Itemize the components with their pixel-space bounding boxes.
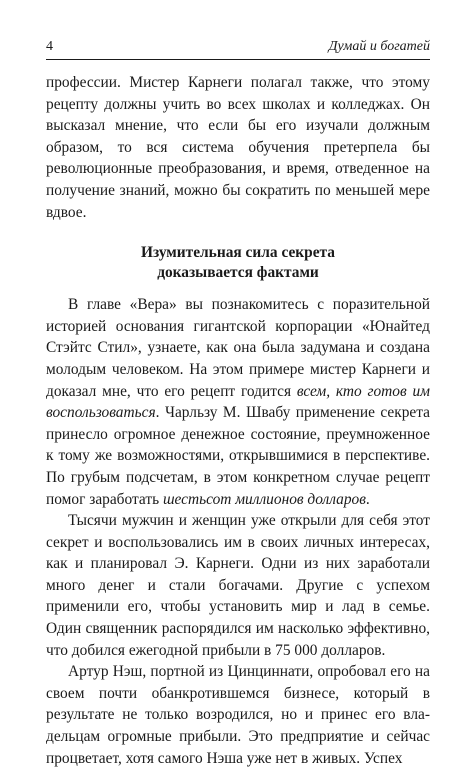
book-page <box>46 38 430 769</box>
paragraph-arthur-nash: Артур Нэш, портной из Цинциннати, опробовал его на своем почти обанкротившемся бизнесе, который в результате не только возродился, но и принес его владельцам огромные прибыли. Это предприятие и сейчас процветает, хотя самого Нэша уже нет в живых. Успех <box>46 663 430 767</box>
section-heading-line-2: доказывается фактами <box>157 264 319 282</box>
paragraph-vera-text-1: В главе «Вера» вы познакомитесь с поразительной историей основания гигантской корпорации «Юнайтед Стэйтс Стил», узнаете, как она была задумана и создана молодым человеком. На этом примере мистер Карнеги и доказал мне, что его рецепт годится <box>46 296 430 400</box>
running-head <box>46 38 430 60</box>
section-heading-line-1: Изумительная сила секрета <box>140 244 335 262</box>
page-body <box>46 72 430 769</box>
emphasis-six-hundred-million: шестьсот миллионов долларов <box>162 490 366 508</box>
paragraph-vera-text-2: . Чарльзу М. Швабу применение секрета принесло огромное денежное состояние, преумноженное к тому же возможностями, открывшимися в перспективе. По грубым подсчетам, в этом конкретном случае рецепт помог заработать <box>46 404 430 508</box>
paragraph-vera <box>46 294 430 510</box>
paragraph-vera-text-3: . <box>365 490 370 508</box>
paragraph-continued: профессии. Мистер Карнеги полагал также, что этому рецепту должны учить во всех школах и колледжах. Он высказал мнение, что если бы его изучали должным образом, то вся система обучения претерпела бы революционные преобразования, и время, отведенное на получение знаний, можно бы сократить по меньшей мере вдвое. <box>46 74 430 221</box>
paragraph-thousands: Тысячи мужчин и женщин уже открыли для себя этот секрет и воспользовались им в своих личных интересах, как и планировал Э. Карнеги. Одни из них заработали много денег и стали богачами. Другие с успехом применили его, чтобы установить мир и лад в семье. Один священник распорядился им насколько эффективно, что добился ежегодной прибыли в 75 000 долларов. <box>46 512 430 659</box>
emphasis-everyone-ready: всем, кто готов им воспользоваться <box>46 382 430 422</box>
page-number: 4 <box>46 39 53 54</box>
book-title: Думай и богатей <box>328 39 430 54</box>
section-heading <box>46 243 430 283</box>
